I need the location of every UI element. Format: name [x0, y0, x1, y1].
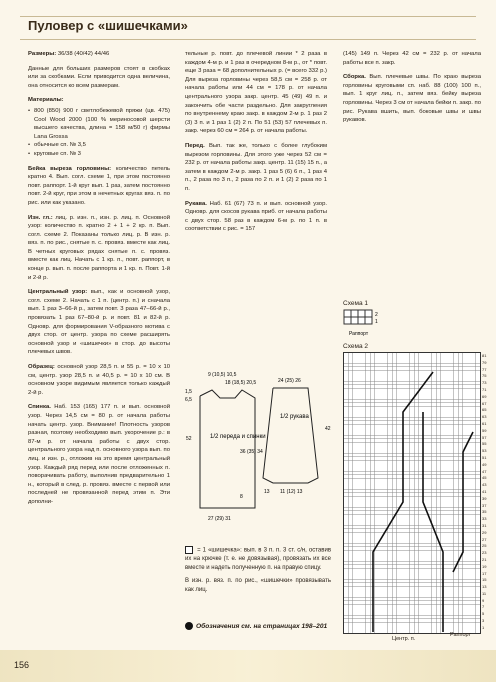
- back-paragraph: [28, 403, 170, 506]
- schema-1-row-1: 1: [375, 319, 378, 325]
- row-number: 65: [482, 407, 487, 413]
- row-number: 7: [482, 604, 485, 610]
- schema-1-rapport: Раппорт: [349, 331, 369, 337]
- row-number: 21: [482, 556, 487, 562]
- intro-text: Данные для больших размеров стоят в скобках или за скобками. Если приводится одна величина, она относится ко всем размерам.: [28, 65, 170, 89]
- material-item: • круговые сп. № 3: [28, 150, 170, 159]
- front-text: Вып. так же, только с более глубоким вырезом горловины. Для этого уже через 52 см = 232 р. от начала работы закр. центр. 11 (15) 15 п., а затем в каждом 2-м р. закр. 1 раз 5 (6) 6 п., 1 раз 4 п., 2 раза по 3 п., 2 раза по 2 п. и 1 (2) 2 раза по 1 п.: [185, 142, 327, 192]
- row-number: 71: [482, 386, 487, 392]
- schema-2-overlay: [343, 352, 480, 634]
- row-number: 29: [482, 529, 487, 535]
- stitch-paragraph: [28, 214, 170, 283]
- column-2: [185, 50, 327, 240]
- materials-label: Материалы:: [28, 97, 64, 104]
- row-number: 39: [482, 495, 487, 501]
- page-number: 156: [14, 660, 30, 670]
- neckband-paragraph: [28, 165, 170, 208]
- row-number: 81: [482, 353, 487, 358]
- schema-2-rapport: Раппорт: [450, 632, 472, 638]
- dim-sleeve-right: 42: [325, 426, 331, 432]
- assembly-text: Вып. плечевые швы. По краю выреза горловины круговыми сп. наб. 88 (100) 100 п., вып. 1 круг лиц. п., затем вяз. бейку выреза горловины. Через 3 см от начала бейки п. закр. по рис. Рукава вшить, вып. боковые швы и швы рукавов.: [343, 74, 481, 124]
- row-number: 11: [482, 590, 487, 596]
- schema-1-row-2: 2: [375, 312, 378, 318]
- row-number: 3: [482, 618, 485, 624]
- dim-neck: 6,5: [185, 397, 192, 403]
- row-number: 41: [482, 488, 487, 494]
- row-number: 5: [482, 611, 485, 617]
- assembly-lead: Сборка.: [343, 74, 366, 81]
- stitch-text: лиц. р. изн. п., изн. р. лиц. п. Основной узор: количество п. кратно 2 + 1 + 2 кр. п. Вып. согл. схеме 2. Показаны только лиц. р. В изн. р. вяз. п. по рис., снятые п. с. провяз. вместе как лиц. В четных круговых рядах снятые п. с. провяз. вместе как лиц. Начать с 1 кр. п., повт. раппорт, в конце р. вып. п. после раппорта и 1 кр. п. Повт. 1-й и 2-й р.: [28, 214, 170, 281]
- bobble-symbol-icon: [185, 546, 193, 554]
- sleeves-lead: Рукава.: [185, 200, 207, 207]
- dim-width-bottom: 27 (29) 31: [208, 516, 231, 522]
- schema-1-chart: [343, 309, 393, 339]
- gauge-lead: Образец:: [28, 364, 55, 370]
- dim-shoulder: 18 (18,5) 20,5: [225, 380, 257, 386]
- gauge-paragraph: [28, 363, 170, 397]
- row-number: 9: [482, 597, 485, 603]
- row-number: 17: [482, 570, 487, 576]
- schema-2-row-numbers: [482, 354, 494, 633]
- row-number: 79: [482, 359, 487, 365]
- symbol-legend: [185, 546, 331, 595]
- back-text: Наб. 153 (165) 177 п. и вып. основной узор. Через 14,5 см = 80 р. от начала работы начать центр. узор. Внимание! Плотность узоров разная, поэтому необходимо вып. укорочение р.: в 87-м р. от начала работы с двух стор. центрального узора над п. основного узора вып. по лиц. и изн. р., отложив на это время центральный узор. Каждый ряд перед или после отложенных п. поворачивать работу, выполнив предварительно 1 н., который в след. р. провяз. вместе с первой или последней не провязанной перед этим п. Эти дополни-: [28, 404, 170, 505]
- row-number: 53: [482, 448, 487, 454]
- dim-side-top: 1,5: [185, 389, 192, 395]
- row-number: 63: [482, 414, 487, 420]
- row-number: 45: [482, 475, 487, 481]
- sizes-paragraph: [28, 50, 170, 59]
- row-number: 23: [482, 550, 487, 556]
- legend-wrong-side: В изн. р. вяз. п. по рис., «шишечки» провязывать как лиц.: [185, 578, 331, 593]
- dim-h52: 52: [186, 436, 192, 442]
- row-number: 57: [482, 434, 487, 440]
- notes-text: Обозначения см. на страницах 198–201: [196, 622, 328, 630]
- arrow-right-icon: [185, 622, 193, 630]
- gauge-text: основной узор 28,5 п. и 55 р. = 10 х 10 см, центр. узор 28,5 п. и 40,5 р. = 10 х 10 см. В основном узоре видимым является только каждый 2-й р.: [28, 364, 170, 396]
- row-number: 33: [482, 516, 487, 522]
- garment-diagram: [180, 368, 342, 528]
- column-3: [343, 50, 481, 131]
- dim-sleeve-top: 24 (25) 26: [278, 378, 301, 384]
- sleeves-text: Наб. 61 (67) 73 п. и вып. основной узор. Одновр. для скосов рукава приб. от начала работы с двух стор. 58 раз в каждом 6-м р. по 1 п. в соответствии с рис. = 157: [185, 200, 327, 233]
- legend-bobble: [185, 546, 331, 572]
- dim-h8: 8: [240, 494, 243, 500]
- row-number: 25: [482, 543, 487, 549]
- row-number: 67: [482, 400, 487, 406]
- row-number: 61: [482, 420, 487, 426]
- dim-sleeve-bottom: 11 (12) 13: [280, 489, 303, 495]
- row-number: 13: [482, 584, 487, 590]
- neckband-text: количество петель кратно 4. Вып. согл. схеме 1, при этом постоянно повт. раппорт. 1-й круг вып. 1 раз, затем постоянно повт. 2-й круг, при этом в нечетных кругах вяз. п. по рис. или как указано.: [28, 165, 170, 206]
- row-number: 1: [482, 624, 485, 630]
- row-number: 27: [482, 536, 487, 542]
- front-paragraph: [185, 142, 327, 194]
- dim-top-left: 9 (10,5) 10,5: [208, 372, 237, 378]
- stitch-lead: Изн. гл.:: [28, 214, 53, 221]
- center-text: вып., как и основной узор, согл. схеме 2. Начать с 1 п. (центр. п.) и сначала вып. 1 раз 3–66-й р., затем повт. 3 раза 47–66-й р., провязать 1 раз 67–80-й р. и повт. 81 и 82-й р. Одновр. для формирования V-образного мотива с двух стор. от центр. узора по схеме расширять основной узор и «шишечки» в стор. до высоты плечевых швов.: [28, 289, 170, 356]
- row-number: 59: [482, 427, 487, 433]
- schema-2-label: Схема 2: [343, 343, 368, 350]
- row-number: 55: [482, 441, 487, 447]
- page-title: Пуловер с «шишечками»: [28, 18, 188, 33]
- row-number: 15: [482, 577, 487, 583]
- center-lead: Центральный узор:: [28, 289, 88, 296]
- row-number: 19: [482, 563, 487, 569]
- legend-bobble-text: = 1 «шишечка»: вып. в 3 п. п. 3 ст. с/н, оставив их на крючке (т. е. не довязывая), провязать их все вместе и надеть полученную п. на правую спицу.: [185, 547, 331, 571]
- sleeve-label: 1/2 рукава: [280, 414, 309, 420]
- row-number: 49: [482, 461, 487, 467]
- material-item: • обычные сп. № 3,5: [28, 141, 170, 150]
- row-number: 73: [482, 380, 487, 386]
- row-number: 31: [482, 522, 487, 528]
- row-number: 43: [482, 482, 487, 488]
- column-1: [28, 50, 170, 513]
- material-item: • 800 (850) 900 г светлобежевой пряжи (цв. 475) Cool Wood 2000 (100 % мериносовой шерсти высшего качества, длина = 158 м/50 г) фирмы Lana Grossa: [28, 107, 170, 141]
- front-lead: Перед.: [185, 142, 205, 149]
- row-number: 37: [482, 502, 487, 508]
- row-number: 75: [482, 373, 487, 379]
- schema-1-label: Схема 1: [343, 300, 368, 307]
- row-number: 35: [482, 509, 487, 515]
- notes-reference: [185, 622, 327, 630]
- back-lead: Спинка.: [28, 404, 51, 411]
- decorative-footer: [0, 650, 496, 682]
- center-stitch-label: Центр. п.: [392, 636, 416, 642]
- sleeves-paragraph: [185, 200, 327, 234]
- row-number: 69: [482, 393, 487, 399]
- row-number: 47: [482, 468, 487, 474]
- neckband-lead: Бейка выреза горловины:: [28, 165, 112, 172]
- center-pattern-paragraph: [28, 288, 170, 357]
- sizes-label: Размеры:: [28, 51, 57, 57]
- sizes-value: 36/38 (40/42) 44/46: [56, 51, 110, 57]
- materials-list: [28, 107, 170, 159]
- dim-sleeve-side: 13: [264, 489, 270, 495]
- assembly-paragraph: [343, 73, 481, 125]
- row-number: 77: [482, 366, 487, 372]
- sleeves-continued: (145) 149 п. Через 42 см = 232 р. от начала работы все п. закр.: [343, 51, 481, 66]
- dim-h36: 36 (35) 34: [240, 449, 263, 455]
- row-number: 51: [482, 454, 487, 460]
- back-front-label: 1/2 переда и спинки: [210, 434, 266, 440]
- back-continued: тельные р. повт. до плечевой линии * 2 раза в каждом 4-м р. и 1 раз в очередном 8-м р., от * повт. еще 3 раза = 68 дополнительных р. (= всего 332 р.) Для выреза горловины через 58,5 см = 258 р. от начала работы или 44 см = 178 р. от начала центрального узора закр. центр. 45 (49) 49 п. и закончить обе части раздельно. Для закругления по внутреннему краю закр. в каждом 2-м р. 1 раз 2 (3) 3 п. и 1 раз 1 (2) 2 п. По 51 (53) 57 плечевых п. закр. через 60 см = 264 р. от начала работы.: [185, 51, 327, 135]
